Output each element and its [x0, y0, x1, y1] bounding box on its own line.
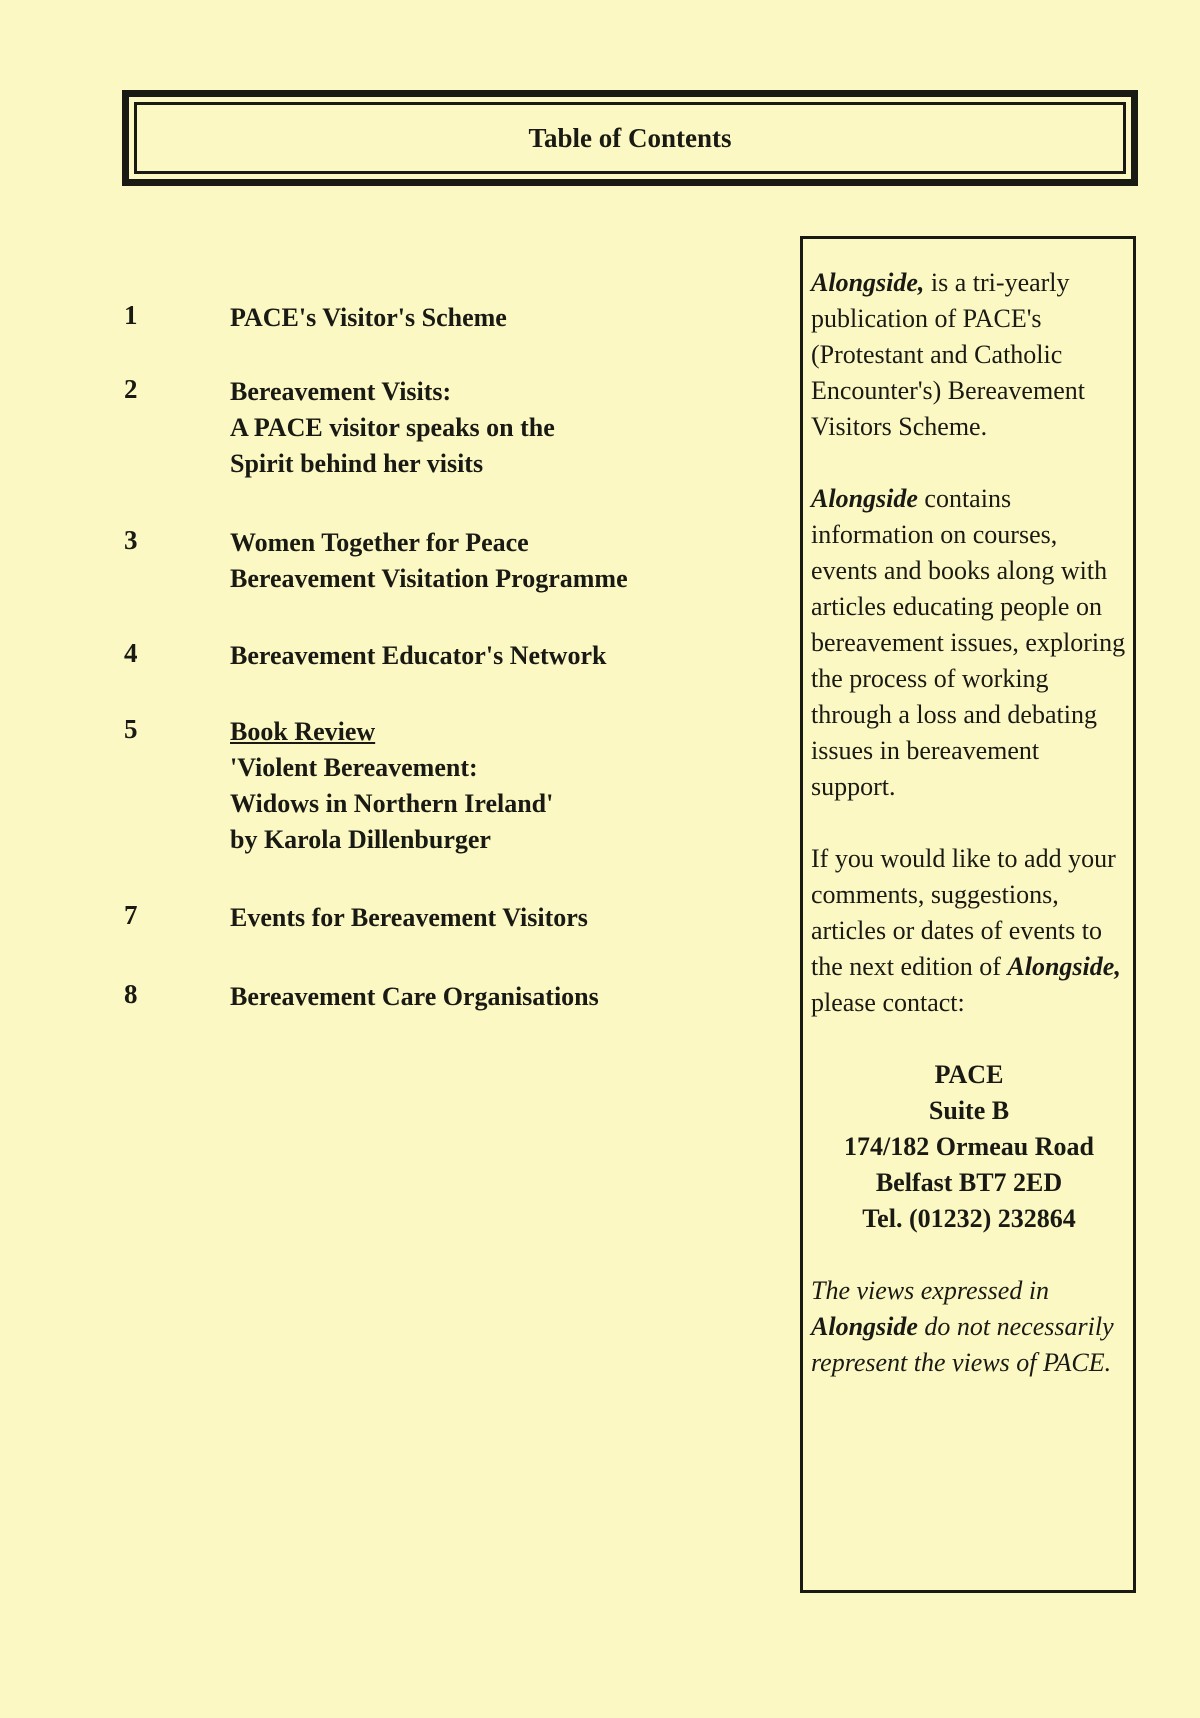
title-box: [122, 90, 1138, 186]
disclaimer: The views expressed in Alongside do not necessarily represent the views of PACE.: [811, 1276, 1114, 1377]
toc-subtitle: Bereavement Visitation Programme: [230, 564, 628, 593]
address-city: Belfast BT7 2ED: [875, 1168, 1063, 1197]
toc-title: Bereavement Visits:: [230, 377, 452, 406]
toc-page-number: 1: [124, 300, 138, 330]
page-title: Table of Contents: [134, 102, 1126, 174]
publication-name: Alongside,: [1007, 952, 1121, 981]
toc-page-number: 2: [124, 374, 138, 404]
toc-subtitle: Spirit behind her visits: [230, 449, 484, 478]
intro-paragraph: Alongside, is a tri-yearly publication of PACE's (Protestant and Catholic Encounter's) Bereavement Visitors Scheme.: [811, 268, 1085, 441]
toc-title: PACE's Visitor's Scheme: [230, 303, 507, 332]
toc-subtitle: 'Violent Bereavement:: [230, 753, 478, 782]
toc-title: Women Together for Peace: [230, 528, 529, 557]
address-phone: Tel. (01232) 232864: [862, 1204, 1076, 1233]
contact-address: [811, 1057, 1127, 1237]
toc-title: Book Review: [230, 717, 376, 746]
contents-paragraph: Alongside contains information on courses, events and books along with articles educating people on bereavement issues, exploring the process of working through a loss and debating issues in bereavement support.: [811, 484, 1126, 801]
toc-title: Events for Bereavement Visitors: [230, 903, 588, 932]
toc-page-number: 4: [124, 638, 138, 668]
toc-subtitle: A PACE visitor speaks on the: [230, 413, 555, 442]
publication-name: Alongside: [811, 484, 918, 513]
contact-paragraph: If you would like to add your comments, suggestions, articles or dates of events to the next edition of Alongside, please contact:: [811, 844, 1121, 1017]
toc-subtitle: by Karola Dillenburger: [230, 825, 491, 854]
info-sidebar: [800, 236, 1136, 1593]
toc-page-number: 5: [124, 714, 138, 744]
address-suite: Suite B: [928, 1096, 1010, 1125]
toc-page-number: 3: [124, 525, 138, 555]
publication-name: Alongside: [811, 1312, 918, 1341]
toc-page-number: 8: [124, 979, 138, 1009]
publication-name: Alongside,: [811, 268, 925, 297]
toc-page-number: 7: [124, 900, 138, 930]
address-street: 174/182 Ormeau Road: [844, 1132, 1094, 1161]
address-org: PACE: [934, 1060, 1004, 1089]
toc-title: Bereavement Care Organisations: [230, 982, 599, 1011]
toc-title: Bereavement Educator's Network: [230, 641, 607, 670]
toc-subtitle: Widows in Northern Ireland': [230, 789, 554, 818]
